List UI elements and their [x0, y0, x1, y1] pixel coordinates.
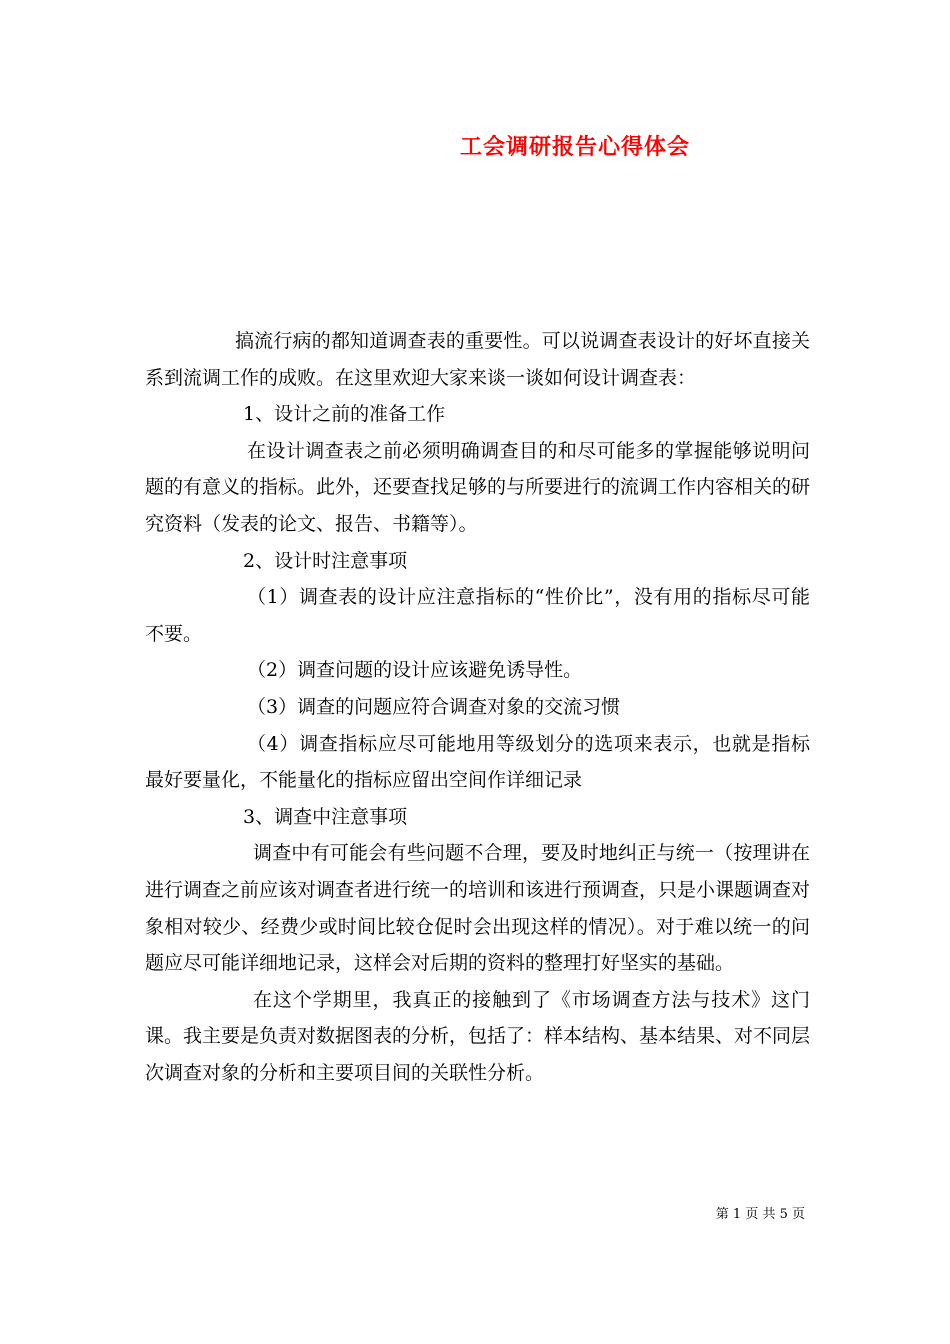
- document-title: 工会调研报告心得体会: [459, 135, 690, 160]
- list-item-design-1: （1）调查表的设计应注意指标的“性价比”，没有用的指标尽可能不要。: [145, 586, 810, 645]
- list-item-design-4: （4）调查指标应尽可能地用等级划分的选项来表示，也就是指标最好要量化，不能量化的指标应留出空间作详细记录: [145, 732, 810, 792]
- heading-design-notes: 2、设计时注意事项: [243, 549, 408, 572]
- paragraph-preparation: 在设计调查表之前必须明确调查目的和尽可能多的掌握能够说明问题的有意义的指标。此外，还要查找足够的与所要进行的流调工作内容相关的研究资料（发表的论文、报告、书籍等）。: [145, 439, 811, 535]
- document-body: [145, 323, 810, 1091]
- paragraph-survey-notes: 调查中有可能会有些问题不合理，要及时地纠正与统一（按理讲在进行调查之前应该对调查者进行统一的培训和该进行预调查，只是小课题调查对象相对较少、经费少或时间比较仓促时会出现这样的情况）。对于难以统一的问题应尽可能详细地记录，这样会对后期的资料的整理打好坚实的基础。: [145, 842, 811, 975]
- list-item-design-2: （2）调查问题的设计应该避免诱导性。: [247, 659, 583, 682]
- paragraph-intro: 搞流行病的都知道调查表的重要性。可以说调查表设计的好坏直接关系到流调工作的成败。在这里欢迎大家来谈一谈如何设计调查表：: [145, 330, 810, 389]
- heading-survey-notes: 3、调查中注意事项: [243, 805, 408, 828]
- list-item-design-3: （3）调查的问题应符合调查对象的交流习惯: [247, 695, 621, 718]
- paragraph-semester: 在这个学期里，我真正的接触到了《市场调查方法与技术》这门课。我主要是负责对数据图表的分析，包括了：样本结构、基本结果、对不同层次调查对象的分析和主要项目间的关联性分析。: [145, 988, 811, 1084]
- heading-preparation: 1、设计之前的准备工作: [243, 403, 446, 426]
- page-number: 第 1 页 共 5 页: [715, 1207, 805, 1222]
